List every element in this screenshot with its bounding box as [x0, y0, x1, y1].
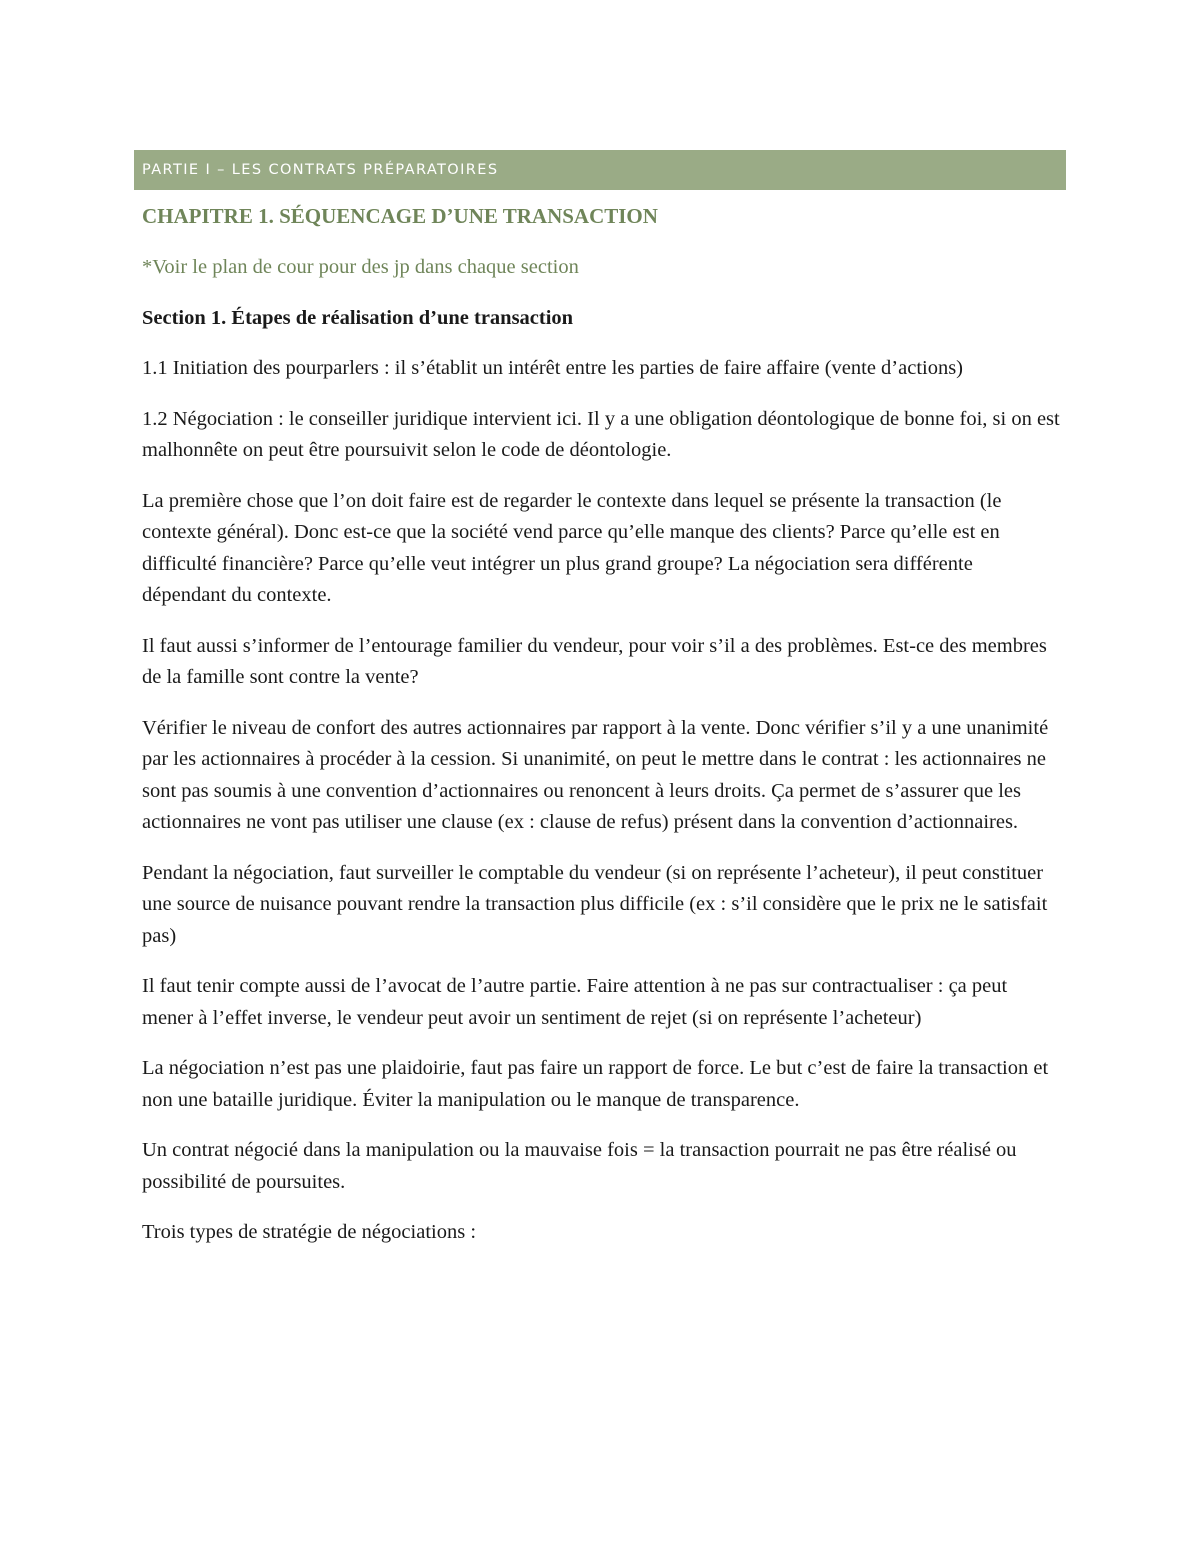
part-banner-text: PARTIE I – LES CONTRATS PRÉPARATOIRES: [142, 162, 499, 178]
course-plan-note: *Voir le plan de cour pour des jp dans chaque section: [142, 256, 579, 278]
section-title: Section 1. Étapes de réalisation d’une transaction: [142, 307, 574, 329]
document-body: [142, 200, 1062, 1249]
chapter-title: CHAPITRE 1. SÉQUENCAGE D’UNE TRANSACTION: [142, 204, 658, 228]
paragraph-strategies: Trois types de stratégie de négociations :: [142, 1221, 477, 1243]
part-banner: [134, 150, 1066, 190]
paragraph-contexte: La première chose que l’on doit faire est de regarder le contexte dans lequel se présente la transaction (le contexte général). Donc est-ce que la société vend parce qu’elle manque des clients? Parce qu’elle est en difficulté financière? Parce qu’elle veut intégrer un plus grand groupe? La négociation sera différente dépendant du contexte.: [142, 489, 1002, 606]
paragraph-entourage: Il faut aussi s’informer de l’entourage familier du vendeur, pour voir s’il a des problèmes. Est-ce des membres de la famille sont contre la vente?: [142, 634, 1047, 688]
paragraph-plaidoirie: La négociation n’est pas une plaidoirie, faut pas faire un rapport de force. Le but c’est de faire la transaction et non une bataille juridique. Éviter la manipulation ou le manque de transparence.: [142, 1057, 1049, 1111]
paragraph-negociation: 1.2 Négociation : le conseiller juridique intervient ici. Il y a une obligation déontologique de bonne foi, si on est malhonnête on peut être poursuivit selon le code de déontologie.: [142, 407, 1060, 461]
paragraph-manipulation: Un contrat négocié dans la manipulation ou la mauvaise fois = la transaction pourrait ne pas être réalisé ou possibilité de poursuites.: [142, 1139, 1017, 1193]
paragraph-initiation: 1.1 Initiation des pourparlers : il s’établit un intérêt entre les parties de faire affaire (vente d’actions): [142, 357, 964, 379]
paragraph-avocat: Il faut tenir compte aussi de l’avocat de l’autre partie. Faire attention à ne pas sur contractualiser : ça peut mener à l’effet inverse, le vendeur peut avoir un sentiment de rejet (si on représente l’acheteur): [142, 975, 1008, 1029]
paragraph-comptable: Pendant la négociation, faut surveiller le comptable du vendeur (si on représente l’acheteur), il peut constituer une source de nuisance pouvant rendre la transaction plus difficile (ex : s’il considère que le prix ne le satisfait pas): [142, 861, 1048, 947]
paragraph-actionnaires: Vérifier le niveau de confort des autres actionnaires par rapport à la vente. Donc vérifier s’il y a une unanimité par les actionnaires à procéder à la cession. Si unanimité, on peut le mettre dans le contrat : les actionnaires ne sont pas soumis à une convention d’actionnaires ou renoncent à leurs droits. Ça permet de s’assurer que les actionnaires ne vont pas utiliser une clause (ex : clause de refus) présent dans la convention d’actionnaires.: [142, 716, 1049, 833]
